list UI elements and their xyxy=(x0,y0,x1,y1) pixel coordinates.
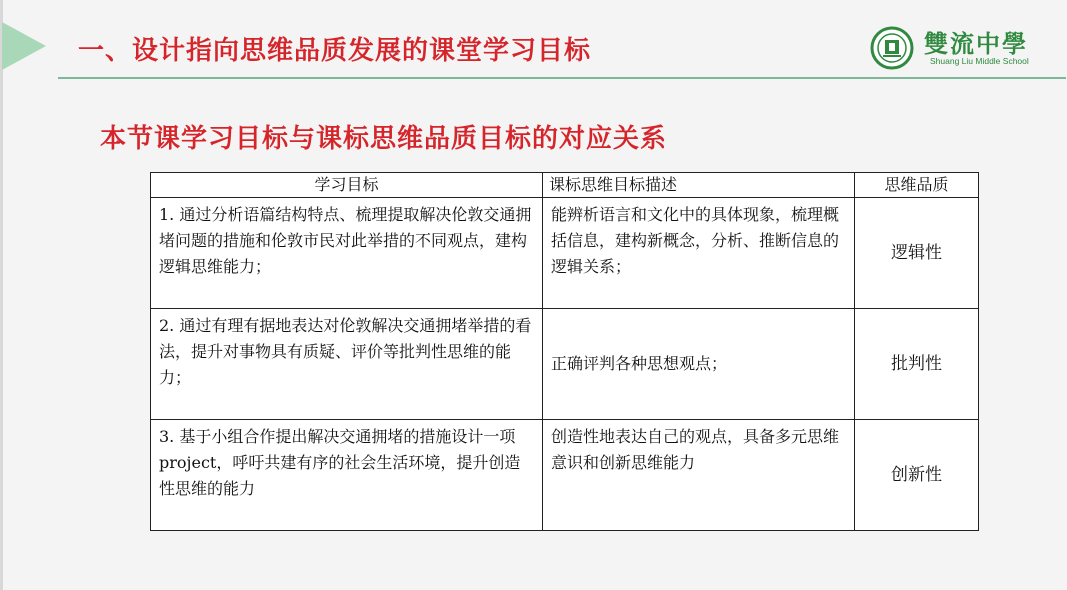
goal-cell: 3. 基于小组合作提出解决交通拥堵的措施设计一项project，呼吁共建有序的社会生活环境，提升创造性思维的能力 xyxy=(151,420,543,531)
table-row xyxy=(151,420,979,531)
school-name-en: Shuang Liu Middle School xyxy=(930,56,1029,66)
quality-cell: 逻辑性 xyxy=(855,198,979,309)
goal-cell: 2. 通过有理有据地表达对伦敦解决交通拥堵举措的看法，提升对事物具有质疑、评价等批判性思维的能力； xyxy=(151,309,543,420)
school-name-cn: 雙流中學 xyxy=(924,29,1028,58)
table-header-row xyxy=(151,173,979,198)
play-triangle-icon xyxy=(2,22,46,70)
column-header-description: 课标思维目标描述 xyxy=(543,173,855,198)
description-cell: 创造性地表达自己的观点，具备多元思维意识和创新思维能力 xyxy=(543,420,855,531)
quality-cell: 创新性 xyxy=(855,420,979,531)
school-logo xyxy=(870,24,1060,74)
goal-cell: 1. 通过分析语篇结构特点、梳理提取解决伦敦交通拥堵问题的措施和伦敦市民对此举措的不同观点，建构逻辑思维能力； xyxy=(151,198,543,309)
objectives-table xyxy=(150,172,979,531)
column-header-goal: 学习目标 xyxy=(151,173,543,198)
slide-title: 一、设计指向思维品质发展的课堂学习目标 xyxy=(78,36,592,66)
table-row xyxy=(151,198,979,309)
column-header-quality: 思维品质 xyxy=(855,173,979,198)
table-row xyxy=(151,309,979,420)
description-cell: 正确评判各种思想观点； xyxy=(543,309,855,420)
school-emblem-icon xyxy=(870,26,914,70)
header-divider xyxy=(58,77,1066,79)
quality-cell: 批判性 xyxy=(855,309,979,420)
description-cell: 能辨析语言和文化中的具体现象，梳理概括信息，建构新概念，分析、推断信息的逻辑关系； xyxy=(543,198,855,309)
left-edge-bar xyxy=(0,0,3,590)
section-title: 本节课学习目标与课标思维品质目标的对应关系 xyxy=(100,124,668,154)
